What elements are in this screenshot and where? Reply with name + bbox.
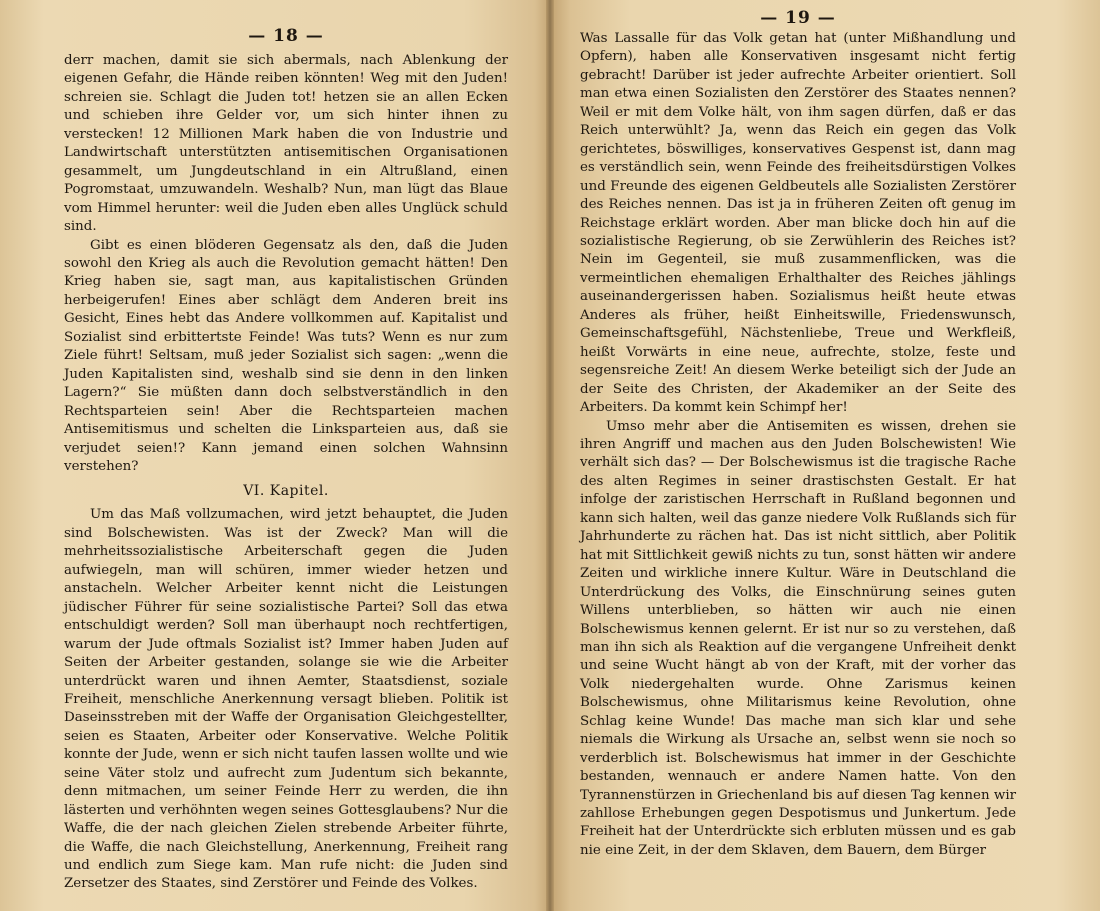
paragraph: Um das Maß vollzumachen, wird jetzt behauptet, die Juden sind Bolschewisten. Was ist der Zweck? Man will die mehrheitssozialistische Arbeiterschaft gegen die Juden aufwiegeln, man will schüren, immer wieder hetzen und anstacheln. Welcher Arbeiter kennt nicht die Leistungen jüdischer Führer für seine sozialistische Partei? Soll das etwa entschuldigt werden? Soll man überhaupt noch rechtfertigen, warum der Jude oftmals Sozialist ist? Immer haben Juden auf Seiten der Arbeiter gestanden, solange sie wie die Arbeiter unterdrückt waren und ihnen Aemter, Staatsdienst, soziale Freiheit, menschliche Anerkennung versagt blieben. Politik ist Daseinsstreben mit der Waffe der Organisation Gleichgestellter, seien es Staaten, Arbeiter oder Konservative. Welche Politik konnte der Jude, wenn er sich nicht taufen lassen wollte und wie seine Väter stolz und aufrecht zum Judentum sich bekannte, denn mitmachen, um seiner Feinde Herr zu werden, die ihn lästerten und verhöhnten wegen seines Gottesglaubens? Nur die Waffe, die der nach gleichen Zielen strebende Arbeiter führte, die Waffe, die nach Gleichstellung, Anerkennung, Freiheit rang und endlich zum Siege kam. Man rufe nicht: die Juden sind Zersetzer des Staates, sind Zerstörer und Feinde des Volkes. [64,507,508,892]
left-page [0,0,546,911]
page-body [64,52,508,894]
page-number: — 18 — [248,26,324,46]
paragraph: Gibt es einen blöderen Gegensatz als den, daß die Juden sowohl den Krieg als auch die Revolution gemacht hätten! Den Krieg haben sie, sagt man, aus kapitalistischen Gründen herbeigerufen! Eines aber schlägt dem Anderen breit ins Gesicht, Eines hebt das Andere vollkommen auf. Kapitalist und Sozialist sind erbittertste Feinde! Was tuts? Wenn es nur zum Ziele führt! Seltsam, muß jeder Sozialist sich sagen: „wenn die Juden Kapitalisten sind, weshalb sind sie denn in den linken Lagern?“ Sie müßten dann doch selbstverständlich in den Rechtsparteien sein! Aber die Rechtsparteien machen Antisemitismus und schelten die Linksparteien aus, daß sie verjudet seien!? Kann jemand einen solchen Wahnsinn verstehen? [64,237,508,474]
page-number: — 19 — [760,8,836,28]
paragraph: Umso mehr aber die Antisemiten es wissen, drehen sie ihren Angriff und machen aus den Juden Bolschewisten! Wie verhält sich das? — Der Bolschewismus ist die tragische Rache des alten Regimes in seiner drastischsten Gestalt. Er hat infolge der zaristischen Herrschaft in Rußland begonnen und kann sich halten, weil das ganze niedere Volk Rußlands sich für Jahrhunderte zu rächen hat. Das ist nicht sittlich, aber Politik hat mit Sittlichkeit gewiß nichts zu tun, sonst hätten wir andere Zeiten und wirkliche innere Kultur. Wäre in Deutschland die Unterdrückung des Volks, die Einschnürung seines guten Willens unterblieben, so hätten wir auch nie einen Bolschewismus kennen gelernt. Er ist nur so zu verstehen, daß man ihn sich als Reaktion auf die vergangene Unfreiheit denkt und seine Wucht hängt ab von der Kraft, mit der vorher das Volk niedergehalten wurde. Ohne Zarismus keinen Bolschewismus, ohne Militarismus keine Revolution, ohne Schlag keine Wunde! Das mache man sich klar und sehe niemals die Wirkung als Ursache an, selbst wenn sie noch so verderblich ist. Bolschewismus hat immer in der Geschichte bestanden, wennauch er andere Namen hatte. Von den Tyrannenstürzen in Griechenland bis auf diesen Tag kennen wir zahllose Erhebungen gegen Despotismus und Junkertum. Jede Freiheit hat der Unterdrückte sich erbluten müssen und es gab nie eine Zeit, in der dem Sklaven, dem Bauern, dem Bürger [580,418,1016,858]
paragraph: Was Lassalle für das Volk getan hat (unter Mißhandlung und Opfern), haben alle Konservativen insgesamt nicht fertig gebracht! Darüber ist jeder aufrechte Arbeiter orientiert. Soll man etwa einen Sozialisten den Zerstörer des Staates nennen? Weil er mit dem Volke hält, von ihm sagen dürfen, daß er das Reich unterwühlt? Ja, wenn das Reich ein gegen das Volk gerichtetes, böswilliges, konservatives Gespenst ist, dann mag es verständlich sein, wenn Feinde des freiheitsdürstigen Volkes und Freunde des eigenen Geldbeutels alle Sozialisten Zerstörer des Reiches nennen. Das ist ja in früheren Zeiten oft genug im Reichstage erklärt worden. Aber man blicke doch hin auf die sozialistische Regierung, ob sie Zerwühlerin des Reiches ist? Nein im Gegenteil, sie muß zusammenflicken, was die vermeintlichen ehemaligen Erhalthalter des Reiches jählings auseinandergerissen haben. Sozialismus heißt heute etwas Anderes als früher, heißt Einheitswille, Friedenswunsch, Gemeinschaftsgefühl, Nächstenliebe, Treue und Werkfleiß, heißt Vorwärts in eine neue, aufrechte, stolze, feste und segensreiche Zeit! An diesem Werke beteiligt sich der Jude an der Seite des Christen, der Akademiker an der Seite des Arbeiters. Da kommt kein Schimpf her! [580,31,1016,416]
page-body [580,30,1016,860]
chapter-heading: VI. Kapitel. [243,483,329,500]
right-page [554,0,1100,911]
book-gutter [546,0,554,911]
paragraph: derr machen, damit sie sich abermals, nach Ablenkung der eigenen Gefahr, die Hände reiben könnten! Weg mit den Juden! schreien sie. Schlagt die Juden tot! hetzen sie an allen Ecken und schieben ihre Gelder vor, um sich hinter ihnen zu verstecken! 12 Millionen Mark haben die von Industrie und Landwirtschaft unterstützten antisemitischen Organisationen gesammelt, um Jungdeutschland in ein Altrußland, einen Pogromstaat, umzuwandeln. Weshalb? Nun, man lügt das Blaue vom Himmel herunter: weil die Juden eben alles Unglück schuld sind. [64,53,508,235]
